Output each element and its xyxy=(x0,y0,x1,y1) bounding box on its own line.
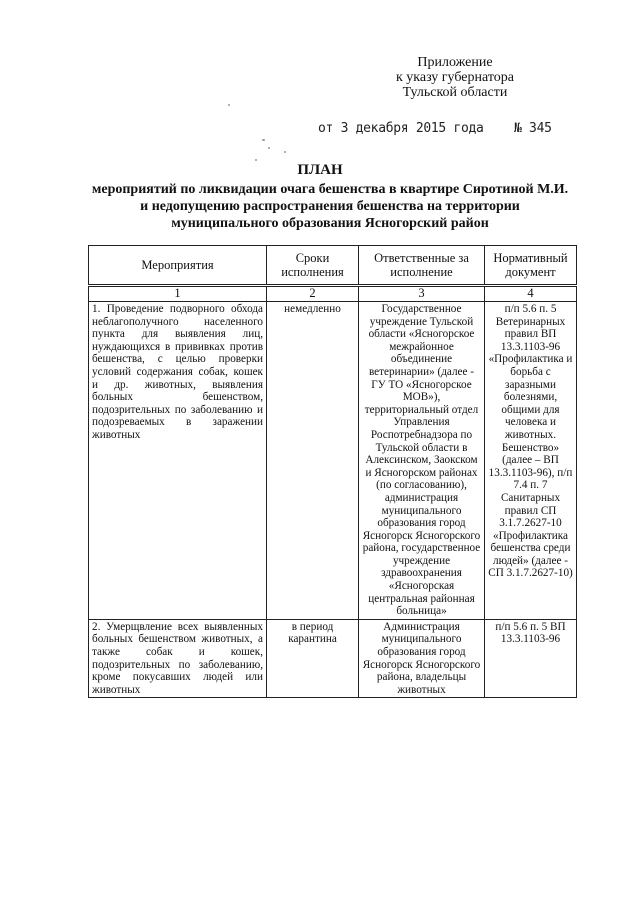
appendix-block xyxy=(380,55,530,100)
order-line xyxy=(318,121,552,136)
table-row xyxy=(89,302,577,620)
scan-speck xyxy=(228,104,230,106)
responsible-cell: Администрация муниципального образования город Ясногорск Ясногорского района, владельцы животных xyxy=(359,619,485,698)
deadline-cell: немедленно xyxy=(267,302,359,620)
deadline-cell: в период карантина xyxy=(267,619,359,698)
appendix-line-3: Тульской области xyxy=(402,85,508,100)
column-number: 1 xyxy=(89,286,267,302)
order-number: № 345 xyxy=(514,121,552,136)
appendix-line-1: Приложение xyxy=(417,55,493,70)
column-number: 3 xyxy=(359,286,485,302)
document-cell: п/п 5.6 п. 5 Ветеринарных правил ВП 13.3.1103-96 «Профилактика и борьба с заразными болезнями, общими для человека и животных. Бешенство» (далее – ВП 13.3.1103-96), п/п 7.4 п. 7 Санитарных правил СП 3.1.7.2627-10 «Профилактика бешенства среди людей» (далее - СП 3.1.7.2627-10) xyxy=(485,302,577,620)
column-numbers-row xyxy=(89,286,577,302)
table-header-row xyxy=(89,246,577,286)
appendix-line-2: к указу губернатора xyxy=(395,70,515,85)
measure-cell: 1. Проведение подворного обхода неблагополучного населенного пункта для выявления лиц, нуждающихся в прививках против бешенства, с целью проверки условий содержания собак, кошек и др. животных, выявления больных бешенством, подозрительных по заболеванию и подозреваемых в заражении животных xyxy=(89,302,267,620)
scan-speck xyxy=(255,159,257,161)
column-number: 4 xyxy=(485,286,577,302)
column-number: 2 xyxy=(267,286,359,302)
order-date: от 3 декабря 2015 года xyxy=(318,121,484,136)
header-document: Нормативный документ xyxy=(485,246,577,286)
scan-speck xyxy=(284,151,286,153)
header-deadlines: Сроки исполнения xyxy=(267,246,359,286)
scan-speck xyxy=(268,147,270,149)
measure-cell: 2. Умерщвление всех выявленных больных бешенством животных, а также собак и кошек, подозрительных по заболеванию, кроме покусавших людей или животных xyxy=(89,619,267,698)
plan-subtitle: мероприятий по ликвидации очага бешенства в квартире Сиротиной М.И. и недопущению распространения бешенства на территории муниципального образования Ясногорский район xyxy=(91,182,569,231)
table-row xyxy=(89,619,577,698)
header-measures: Мероприятия xyxy=(89,246,267,286)
plan-table xyxy=(88,245,577,698)
responsible-cell: Государственное учреждение Тульской области «Ясногорское межрайонное объединение ветеринарии» (далее - ГУ ТО «Ясногорское МОВ»), территориальный отдел Управления Роспотребнадзора по Тульской области в Алексинском, Заокском и Ясногорском районах (по согласованию), администрация муниципального образования город Ясногорск Ясногорского района, государственное учреждение здравоохранения «Ясногорская центральная районная больница» xyxy=(359,302,485,620)
header-responsible: Ответственные за исполнение xyxy=(359,246,485,286)
plan-title: ПЛАН xyxy=(297,162,343,178)
scan-speck xyxy=(262,139,265,141)
document-cell: п/п 5.6 п. 5 ВП 13.3.1103-96 xyxy=(485,619,577,698)
